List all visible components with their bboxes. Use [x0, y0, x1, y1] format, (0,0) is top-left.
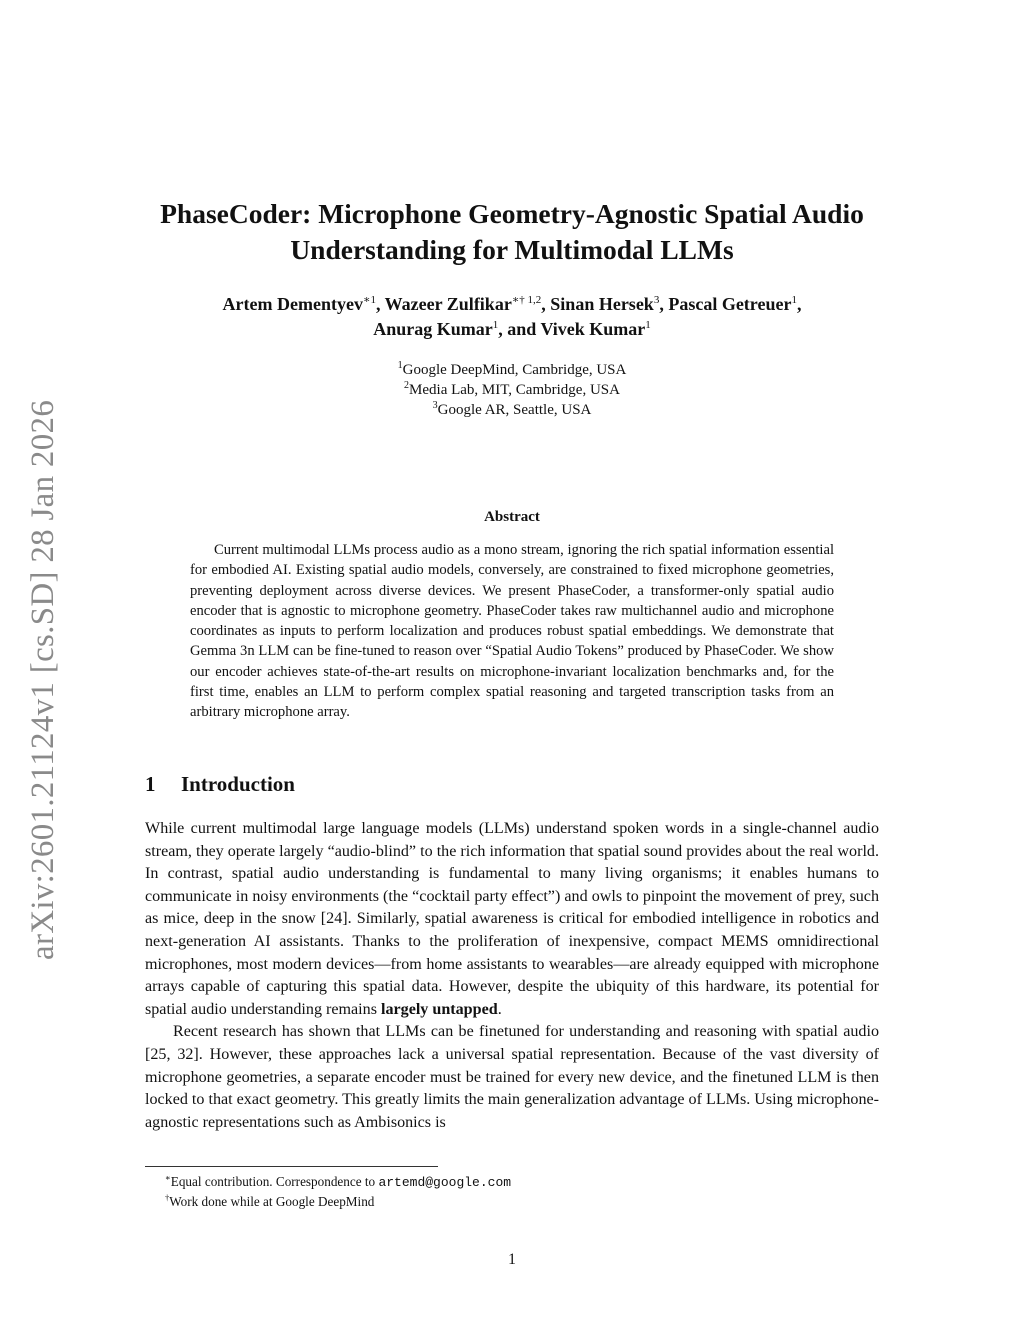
author-separator: ,: [375, 294, 385, 314]
paragraph-text: .: [497, 1000, 502, 1018]
footnote-mark: †: [165, 1192, 170, 1203]
paper-title: [120, 196, 904, 268]
affiliation: [200, 360, 824, 380]
introduction-body: [145, 818, 879, 1134]
author-affiliation-mark: 1: [492, 319, 499, 331]
arxiv-identifier: arXiv:2601.21124v1 [cs.SD] 28 Jan 2026: [25, 399, 61, 960]
author-name: Sinan Hersek: [550, 294, 654, 314]
affiliation-list: [200, 360, 824, 420]
section-heading: [145, 772, 295, 797]
author-separator: ,: [796, 294, 802, 314]
footnote-divider: [145, 1166, 438, 1167]
author-separator: ,: [541, 294, 551, 314]
section-title: Introduction: [181, 772, 295, 796]
author-affiliation-mark: ∗1: [362, 294, 376, 306]
paragraph: [145, 818, 879, 1021]
affiliation-number: 1: [397, 360, 403, 371]
author-affiliation-mark: 1: [791, 294, 797, 306]
author-affiliation-mark: 1: [645, 319, 651, 331]
author-name: Artem Dementyev: [222, 294, 363, 314]
footnote: [165, 1192, 511, 1211]
affiliation-text: Media Lab, MIT, Cambridge, USA: [409, 382, 620, 398]
paragraph: Recent research has shown that LLMs can be finetuned for understanding and reasoning with spatial audio [25, 32]. However, these approaches lack a universal spatial representation. Because of the vast diversity of microphone geometries, a separate encoder must be trained for every new device, and the finetuned LLM is then locked to that exact geometry. This greatly limits the main generalization advantage of LLMs. Using microphone-agnostic representations such as Ambisonics is: [145, 1023, 879, 1131]
footnote: [165, 1172, 511, 1192]
emphasis-text: largely untapped: [380, 1000, 498, 1018]
author-name: Anurag Kumar: [373, 319, 493, 339]
title-line-2: Understanding for Multimodal LLMs: [290, 234, 734, 265]
author-name: Vivek Kumar: [540, 319, 646, 339]
author-separator: , and: [498, 319, 541, 339]
section-number: 1: [145, 772, 156, 796]
footnotes: [165, 1172, 511, 1211]
footnote-text: Work done while at Google DeepMind: [169, 1194, 375, 1209]
affiliation-text: Google DeepMind, Cambridge, USA: [402, 362, 627, 378]
affiliation-number: 3: [432, 400, 438, 411]
author-affiliation-mark: ∗† 1,2: [511, 294, 542, 306]
affiliation-number: 2: [404, 380, 410, 391]
paragraph-text: While current multimodal large language models (LLMs) understand spoken words in a single-channel audio stream, they operate largely “audio-blind” to the rich information that spatial sound provides about the real world. In contrast, spatial audio understanding is fundamental to many living organisms; it enables humans to communicate in noisy environments (the “cocktail party effect”) and owls to pinpoint the movement of prey, such as mice, deep in the snow [24]. Similarly, spatial awareness is critical for embodied intelligence in robotics and next-generation AI assistants. Thanks to the proliferation of inexpensive, compact MEMS omnidirectional microphones, most modern devices—from home assistants to wearables—are already equipped with microphone arrays capable of capturing this spatial data. However, despite the ubiquity of this hardware, its potential for spatial audio understanding remains: [145, 820, 879, 1018]
title-line-1: PhaseCoder: Microphone Geometry-Agnostic Spatial Audio: [160, 198, 864, 229]
email-link[interactable]: artemd@google.com: [378, 1175, 512, 1190]
affiliation-text: Google AR, Seattle, USA: [437, 402, 592, 418]
author-list: [120, 292, 904, 342]
affiliation: [200, 380, 824, 400]
author-separator: ,: [659, 294, 669, 314]
page-number: 1: [508, 1251, 516, 1268]
abstract-text: Current multimodal LLMs process audio as a mono stream, ignoring the rich spatial information essential for embodied AI. Existing spatial audio models, conversely, are constrained to fixed microphone geometries, preventing deployment across diverse devices. We present PhaseCoder, a transformer-only spatial audio encoder that is agnostic to microphone geometry. PhaseCoder takes raw multichannel audio and microphone coordinates as inputs to perform localization and produces robust spatial embeddings. We demonstrate that Gemma 3n LLM can be fine-tuned to reason over “Spatial Audio Tokens” produced by PhaseCoder. We show our encoder achieves state-of-the-art results on microphone-invariant localization benchmarks and, for the first time, enables an LLM to perform complex spatial reasoning and targeted transcription tasks from an arbitrary microphone array.: [190, 542, 834, 721]
affiliation: [200, 400, 824, 420]
author-name: Pascal Getreuer: [668, 294, 792, 314]
footnote-mark: ∗: [165, 1172, 171, 1183]
author-name: Wazeer Zulfikar: [384, 294, 512, 314]
abstract-heading: Abstract: [484, 509, 540, 525]
author-affiliation-mark: 3: [653, 294, 660, 306]
footnote-text: Equal contribution. Correspondence to: [170, 1174, 379, 1189]
